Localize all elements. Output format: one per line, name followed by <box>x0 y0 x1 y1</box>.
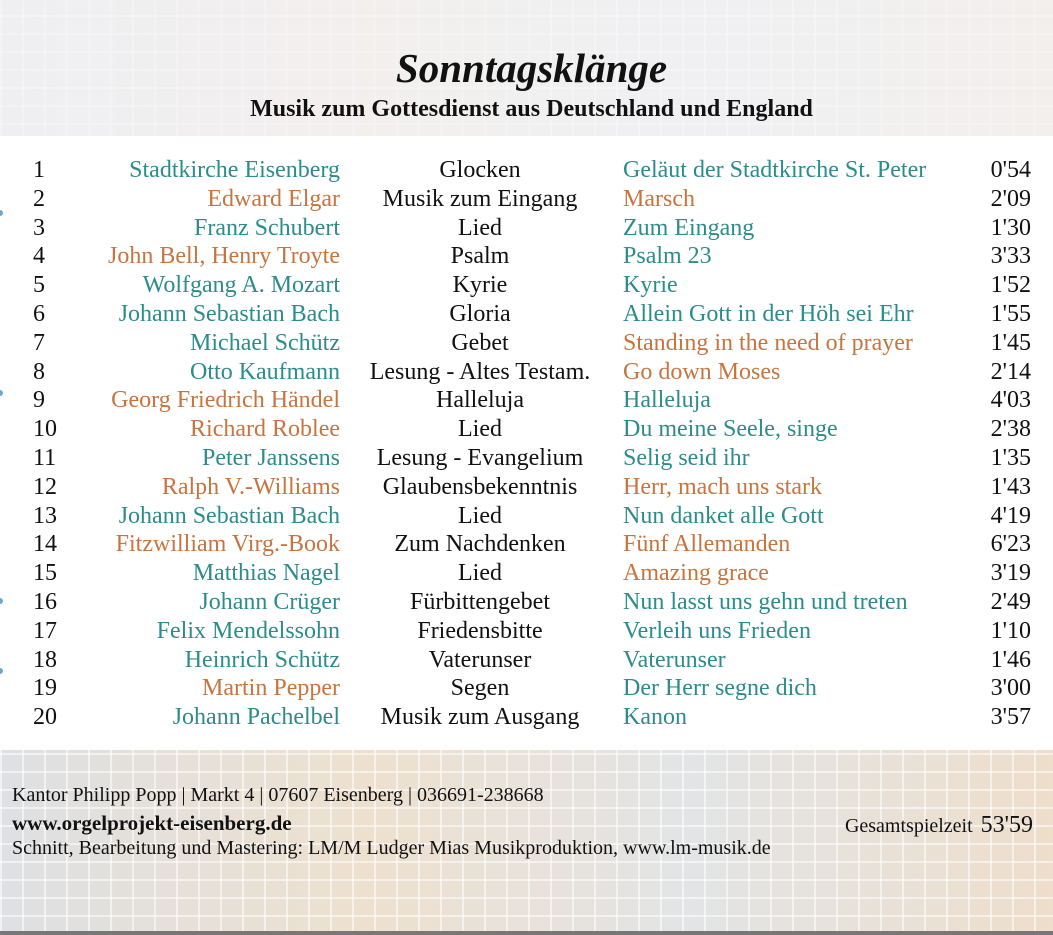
track-composer: Edward Elgar <box>207 185 340 212</box>
track-work-title: Der Herr segne dich <box>623 675 817 702</box>
track-composer: Richard Roblee <box>190 416 340 443</box>
track-composer: Michael Schütz <box>190 329 340 356</box>
track-row <box>0 300 1053 329</box>
track-duration: 3'00 <box>990 675 1031 702</box>
track-row <box>0 617 1053 646</box>
track-work-title: Kyrie <box>623 272 678 299</box>
track-duration: 1'10 <box>990 617 1031 644</box>
track-liturgy-part: Gebet <box>451 329 509 356</box>
track-number: 16 <box>33 589 57 615</box>
track-work-title: Marsch <box>623 185 695 212</box>
track-composer: Johann Sebastian Bach <box>118 301 340 327</box>
track-work-title: Nun danket alle Gott <box>623 502 824 529</box>
track-row <box>0 242 1053 271</box>
track-number: 1 <box>33 157 45 183</box>
track-duration: 1'35 <box>990 445 1031 471</box>
page-title: Sonntagsklänge <box>395 45 668 91</box>
track-liturgy-part: Fürbittengebet <box>410 589 550 615</box>
track-number: 8 <box>33 358 45 385</box>
track-composer: Ralph V.-Williams <box>161 473 340 500</box>
track-row <box>0 502 1053 531</box>
track-composer: Felix Mendelssohn <box>156 617 340 644</box>
track-composer: Heinrich Schütz <box>184 646 340 673</box>
track-work-title: Halleluja <box>623 387 711 414</box>
track-work-title: Herr, mach uns stark <box>623 473 822 500</box>
track-work-title: Vaterunser <box>623 646 726 673</box>
track-number: 13 <box>33 502 57 529</box>
track-liturgy-part: Psalm <box>450 243 510 270</box>
track-liturgy-part: Glocken <box>439 157 521 183</box>
website-link[interactable]: www.orgelprojekt-eisenberg.de <box>12 811 292 835</box>
track-composer: Johann Crüger <box>199 589 340 615</box>
track-number: 20 <box>33 704 57 731</box>
track-number: 15 <box>33 560 57 587</box>
track-composer: Otto Kaufmann <box>190 358 340 385</box>
track-row <box>0 588 1053 617</box>
track-duration: 1'55 <box>990 301 1031 327</box>
track-liturgy-part: Lesung - Altes Testam. <box>369 358 591 385</box>
total-playtime <box>845 812 1033 839</box>
track-liturgy-part: Vaterunser <box>428 646 532 673</box>
track-row <box>0 185 1053 214</box>
track-liturgy-part: Musik zum Eingang <box>382 185 578 212</box>
track-row <box>0 703 1053 732</box>
track-duration: 2'09 <box>990 185 1031 212</box>
track-composer: Johann Pachelbel <box>172 704 340 731</box>
track-row <box>0 329 1053 358</box>
track-composer: Wolfgang A. Mozart <box>142 272 340 299</box>
track-liturgy-part: Lied <box>458 502 502 529</box>
track-duration: 2'38 <box>990 416 1031 443</box>
track-number: 6 <box>33 301 45 327</box>
track-duration: 2'14 <box>990 358 1031 385</box>
track-duration: 1'30 <box>990 214 1031 241</box>
track-number: 11 <box>33 445 57 471</box>
track-liturgy-part: Lesung - Evangelium <box>376 445 584 471</box>
track-number: 9 <box>33 387 45 414</box>
track-number: 18 <box>33 646 57 673</box>
track-number: 7 <box>33 329 45 356</box>
track-composer: Peter Janssens <box>202 445 340 471</box>
track-duration: 3'33 <box>990 243 1031 270</box>
track-number: 3 <box>33 214 45 241</box>
track-duration: 3'57 <box>990 704 1031 731</box>
track-number: 10 <box>33 416 57 443</box>
track-number: 12 <box>33 473 57 500</box>
track-liturgy-part: Gloria <box>449 301 511 327</box>
track-liturgy-part: Musik zum Ausgang <box>380 704 580 731</box>
track-work-title: Nun lasst uns gehn und treten <box>623 589 908 615</box>
track-duration: 0'54 <box>990 157 1031 183</box>
track-work-title: Kanon <box>623 704 687 731</box>
track-row <box>0 559 1053 588</box>
track-liturgy-part: Friedensbitte <box>417 617 543 644</box>
track-composer: Matthias Nagel <box>192 560 340 587</box>
track-work-title: Verleih uns Frieden <box>623 617 811 644</box>
track-row <box>0 674 1053 703</box>
track-work-title: Amazing grace <box>623 560 769 587</box>
track-row <box>0 214 1053 243</box>
track-work-title: Go down Moses <box>623 358 781 385</box>
track-number: 5 <box>33 272 45 299</box>
track-duration: 1'43 <box>990 473 1031 500</box>
track-duration: 4'19 <box>990 502 1031 529</box>
total-playtime-label: Gesamtspielzeit <box>844 815 973 837</box>
track-composer: Georg Friedrich Händel <box>111 387 340 414</box>
track-work-title: Geläut der Stadtkirche St. Peter <box>623 157 927 183</box>
track-row <box>0 386 1053 415</box>
track-composer: Franz Schubert <box>194 214 340 241</box>
track-duration: 1'46 <box>990 646 1031 673</box>
track-liturgy-part: Lied <box>458 416 502 443</box>
track-row <box>0 444 1053 473</box>
track-row <box>0 271 1053 300</box>
track-number: 19 <box>33 675 57 702</box>
track-row <box>0 646 1053 675</box>
track-number: 17 <box>33 617 57 644</box>
track-work-title: Zum Eingang <box>623 214 755 241</box>
track-duration: 3'19 <box>990 560 1031 587</box>
bottom-edge <box>0 931 1053 935</box>
track-liturgy-part: Kyrie <box>452 272 508 299</box>
track-composer: Fitzwilliam Virg.-Book <box>115 531 340 558</box>
track-duration: 2'49 <box>990 589 1031 615</box>
track-row <box>0 530 1053 559</box>
track-number: 14 <box>33 531 57 558</box>
track-work-title: Standing in the need of prayer <box>623 329 913 356</box>
track-row <box>0 358 1053 387</box>
track-liturgy-part: Halleluja <box>436 387 524 414</box>
track-work-title: Allein Gott in der Höh sei Ehr <box>623 301 914 327</box>
track-work-title: Psalm 23 <box>623 243 712 270</box>
track-row <box>0 473 1053 502</box>
track-composer: Johann Sebastian Bach <box>118 502 340 529</box>
track-work-title: Du meine Seele, singe <box>623 416 838 443</box>
track-liturgy-part: Zum Nachdenken <box>394 531 566 558</box>
credits-line: Schnitt, Bearbeitung und Mastering: LM/M Ludger Mias Musikproduktion, www.lm-musik.de <box>12 837 771 859</box>
track-number: 2 <box>33 185 45 212</box>
total-playtime-value: 53'59 <box>980 812 1033 838</box>
track-duration: 1'52 <box>990 272 1031 299</box>
track-liturgy-part: Glaubensbekenntnis <box>382 473 578 500</box>
track-liturgy-part: Lied <box>458 214 502 241</box>
track-work-title: Fünf Allemanden <box>623 531 791 558</box>
track-liturgy-part: Segen <box>450 675 510 702</box>
track-duration: 6'23 <box>990 531 1031 558</box>
track-liturgy-part: Lied <box>458 560 502 587</box>
address-line: Kantor Philipp Popp | Markt 4 | 07607 Eisenberg | 036691-238668 <box>12 784 544 806</box>
track-duration: 4'03 <box>990 387 1031 414</box>
track-composer: Martin Pepper <box>202 675 340 702</box>
track-composer: John Bell, Henry Troyte <box>107 243 340 270</box>
track-duration: 1'45 <box>990 329 1031 356</box>
track-row <box>0 415 1053 444</box>
track-row <box>0 156 1053 185</box>
track-composer: Stadtkirche Eisenberg <box>129 157 340 183</box>
track-work-title: Selig seid ihr <box>623 445 750 471</box>
page-subtitle: Musik zum Gottesdienst aus Deutschland und England <box>250 96 813 122</box>
track-number: 4 <box>33 243 45 270</box>
